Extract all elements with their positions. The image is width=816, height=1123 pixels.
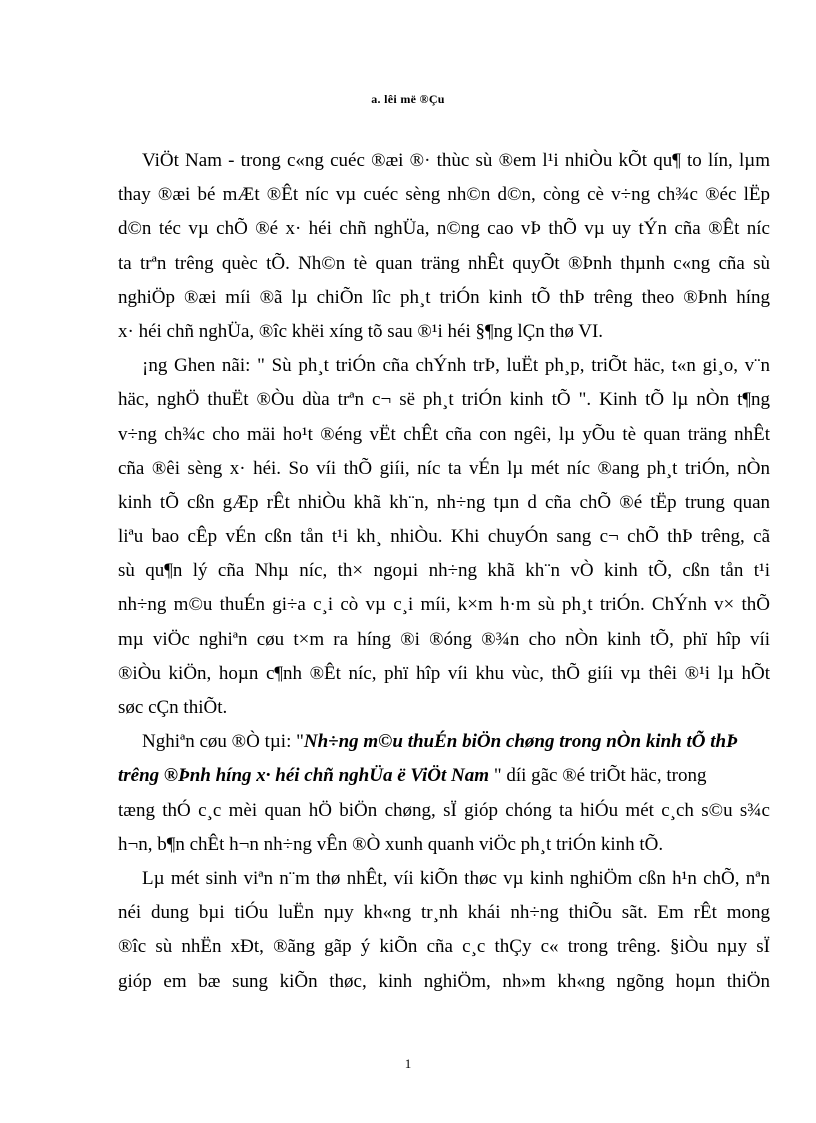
topic-title-part-2: trêng ®Þnh híng x· héi chñ nghÜa ë ViÖt Nam bbox=[118, 765, 490, 787]
topic-after: " díi gãc ®é triÕt häc, trong bbox=[489, 765, 707, 787]
paragraph-line: gióp em bæ sung kiÕn thøc, kinh nghiÖm, nh»m kh«ng ngõng hoµn thiÖn bbox=[118, 970, 770, 992]
paragraph-line: ¡ng Ghen nãi: " Sù ph¸t triÓn cña chÝnh trÞ, luËt ph¸p, triÕt häc, t«n gi¸o, v¨n bbox=[142, 355, 770, 377]
paragraph-line: ViÖt Nam - trong c«ng cuéc ®æi ®· thùc sù ®em l¹i nhiÒu kÕt qu¶ to lín, lµm bbox=[142, 150, 770, 171]
paragraph-line: liªu bao cÊp vÉn cßn tån t¹i kh¸ nhiÒu. Khi chuyÓn sang c¬ chÕ thÞ trêng, cã bbox=[118, 526, 770, 548]
paragraph-line: søc cÇn thiÕt. bbox=[118, 697, 228, 718]
section-heading: a. lêi më ®Çu bbox=[371, 92, 445, 106]
paragraph-line: sù qu¶n lý cña Nhµ níc, th× ngoµi nh÷ng khã kh¨n vÒ kinh tÕ, cßn tån t¹i bbox=[118, 560, 770, 582]
paragraph-line: thay ®æi bé mÆt ®Êt níc vµ cuéc sèng nh©n d©n, còng cè v÷ng ch¾c ®éc lËp bbox=[118, 184, 770, 206]
paragraph-line: kinh tÕ cßn gÆp rÊt nhiÒu khã kh¨n, nh÷ng tµn d cña chÕ ®é tËp trung quan bbox=[118, 491, 770, 513]
paragraph-line: ®îc sù nhËn xÐt, ®ãng gãp ý kiÕn cña c¸c thÇy c« trong trêng. §iÒu nµy sÏ bbox=[118, 936, 770, 958]
topic-line bbox=[138, 725, 770, 759]
paragraph-line: nghiÖp ®æi míi ®ã lµ chiÕn lîc ph¸t triÓn kinh tÕ thÞ trêng theo ®Þnh híng bbox=[118, 286, 770, 308]
paragraph-line: d©n téc vµ chÕ ®é x· héi chñ nghÜa, n©ng cao vÞ thÕ vµ uy tÝn cña ®Êt níc bbox=[118, 218, 770, 240]
paragraph-line: nh÷ng m©u thuÉn gi÷a c¸i cò vµ c¸i míi, k×m h·m sù ph¸t triÓn. ChÝnh v× thÕ bbox=[118, 594, 770, 616]
paragraph-line: v÷ng ch¾c cho mäi ho¹t ®éng vËt chÊt cña con ngêi, lµ yÕu tè quan träng nhÊt bbox=[118, 423, 770, 445]
paragraph-line: x· héi chñ nghÜa, ®îc khëi xíng tõ sau ®¹i héi §¶ng lÇn thø VI. bbox=[118, 320, 604, 342]
paragraph-line: Lµ mét sinh viªn n¨m thø nhÊt, víi kiÕn thøc vµ kinh nghiÖm cßn h¹n chÕ, nªn bbox=[142, 867, 770, 889]
page-number: 1 bbox=[404, 1056, 412, 1071]
topic-title-part-1: Nh÷ng m©u thuÉn biÖn chøng trong nÒn kinh tÕ thÞ bbox=[303, 731, 738, 753]
topic-intro: Nghiªn cøu ®Ò tµi: " bbox=[142, 731, 304, 753]
topic-line bbox=[118, 759, 770, 793]
paragraph-line: h¬n, b¶n chÊt h¬n nh÷ng vÊn ®Ò xunh quanh viÖc ph¸t triÓn kinh tÕ. bbox=[118, 833, 664, 855]
paragraph-line: mµ viÖc nghiªn cøu t×m ra híng ®i ®óng ®¾n cho nÒn kinh tÕ, phï hîp víi bbox=[118, 628, 770, 650]
paragraph-line: cña ®êi sèng x· héi. So víi thÕ giíi, níc ta vÉn lµ mét níc ®ang ph¸t triÓn, nÒn bbox=[118, 457, 770, 479]
body-text bbox=[118, 144, 770, 999]
paragraph-line: ®iÒu kiÖn, hoµn c¶nh ®Êt níc, phï hîp víi khu vùc, thÕ giíi vµ thêi ®¹i lµ hÕt bbox=[118, 662, 770, 684]
paragraph-line: néi dung bµi tiÓu luËn nµy kh«ng tr¸nh khái nh÷ng thiÕu sãt. Em rÊt mong bbox=[118, 902, 770, 924]
paragraph-line: häc, nghÖ thuËt ®Òu dùa trªn c¬ së ph¸t triÓn kinh tÕ ". Kinh tÕ lµ nÒn t¶ng bbox=[118, 389, 770, 411]
paragraph-line: ta trªn trêng quèc tÕ. Nh©n tè quan träng nhÊt quyÕt ®Þnh thµnh c«ng cña sù bbox=[118, 252, 770, 274]
paragraph-line: tæng thÓ c¸c mèi quan hÖ biÖn chøng, sÏ gióp chóng ta hiÓu mét c¸ch s©u s¾c bbox=[118, 799, 770, 821]
